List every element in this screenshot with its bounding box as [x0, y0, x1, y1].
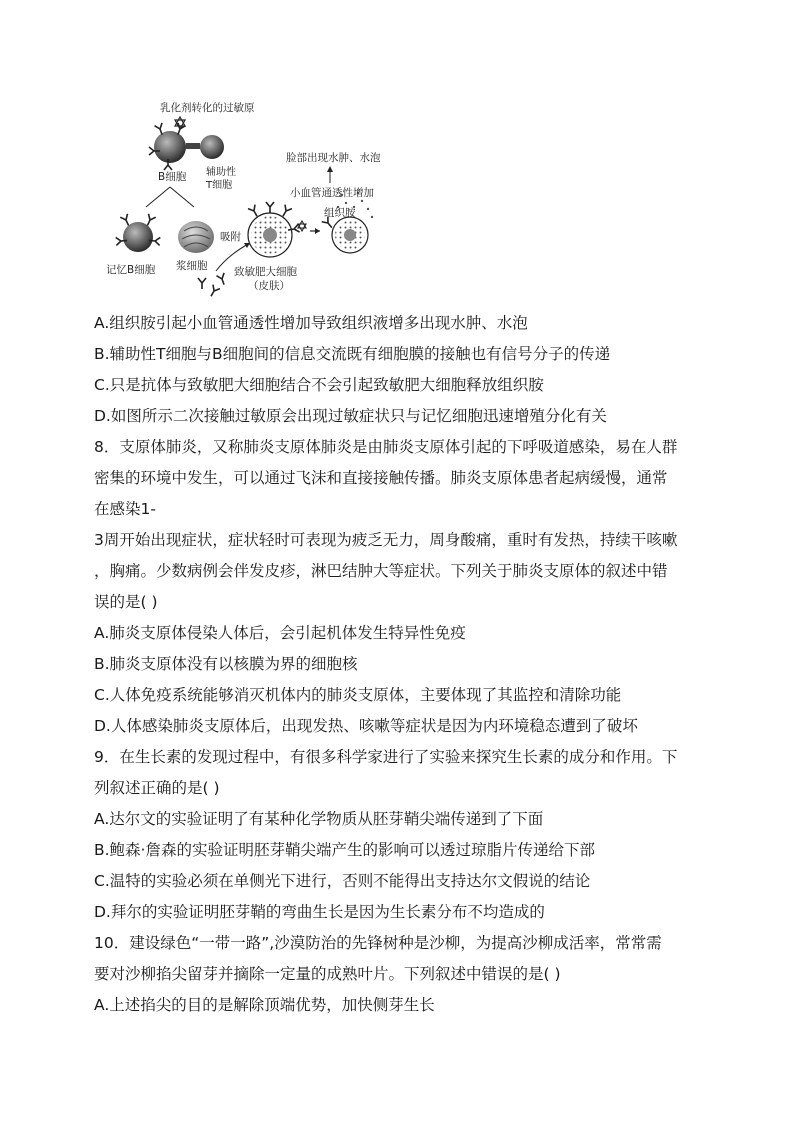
- q10-option-a: A.上述掐尖的目的是解除顶端优势，加快侧芽生长: [94, 996, 435, 1014]
- q8-option-d: D.人体感染肺炎支原体后，出现发热、咳嗽等症状是因为内环境稳态遭到了破坏: [94, 717, 638, 735]
- q9-stem-line-1: 9．在生长素的发现过程中，有很多科学家进行了实验来探究生长素的成分和作用。下: [94, 748, 678, 766]
- q8-stem-line-5: ，胸痛。少数病例会伴发皮疹，淋巴结肿大等症状。下列关于肺炎支原体的叙述中错: [94, 562, 668, 580]
- allergen-icon-2: [298, 221, 306, 231]
- q9-option-d: D.拜尔的实验证明胚芽鞘的弯曲生长是因为生长素分布不均造成的: [94, 903, 545, 921]
- q8-option-c: C.人体免疫系统能够消灭机体内的肺炎支原体，主要体现了其监控和清除功能: [94, 686, 622, 704]
- branch-arrow: [146, 187, 194, 207]
- q8-option-a: A.肺炎支原体侵染人体后，会引起机体发生特异性免疫: [94, 624, 466, 642]
- allergy-mechanism-figure: [98, 95, 428, 305]
- q8-option-b: B.肺炎支原体没有以核膜为界的细胞核: [94, 655, 358, 673]
- q9-option-a: A.达尔文的实验证明了有某种化学物质从胚芽鞘尖端传递到了下面: [94, 810, 544, 828]
- question-text: [94, 308, 698, 1021]
- allergen-label: 乳化剂转化的过敏原: [160, 102, 255, 114]
- q8-stem-line-4: 3周开始出现症状，症状轻时可表现为疲乏无力，周身酸痛，重时有发热，持续干咳嗽: [94, 531, 678, 549]
- q8-stem-line-6: 误的是( ): [94, 593, 158, 611]
- face-label: 脸部出现水肿、水泡: [286, 152, 381, 164]
- q10-stem-line-1: 10．建设绿色“一带一路”,沙漠防治的先锋树种是沙柳，为提高沙柳成活率，常常需: [94, 934, 662, 952]
- b-cell-label: B细胞: [158, 171, 187, 183]
- memory-b-label: 记忆B细胞: [106, 264, 156, 276]
- q8-stem-line-2: 密集的环境中发生，可以通过飞沫和直接接触传播。肺炎支原体患者起病缓慢，通常: [94, 469, 668, 487]
- degranulating-mast-cell: [322, 192, 373, 253]
- free-antibodies: [198, 273, 228, 298]
- plasma-cell: [178, 221, 214, 253]
- memory-b-cell: [116, 214, 161, 252]
- q9-option-b: B.鲍森·詹森的实验证明胚芽鞘尖端产生的影响可以透过琼脂片传递给下部: [94, 841, 595, 859]
- histamine-label: 组织胺: [324, 207, 356, 219]
- q7-option-c: C.只是抗体与致敏肥大细胞结合不会引起致敏肥大细胞释放组织胺: [94, 376, 544, 394]
- permeability-label: 小血管通透性增加: [290, 187, 374, 199]
- q10-stem-line-2: 要对沙柳掐尖留芽并摘除一定量的成熟叶片。下列叙述中错误的是( ): [94, 965, 561, 983]
- q9-stem-line-2: 列叙述正确的是( ): [94, 779, 220, 797]
- q7-option-a: A.组织胺引起小血管通透性增加导致组织液增多出现水肿、水泡: [94, 314, 528, 332]
- skin-label: （皮肤）: [248, 280, 290, 292]
- helper-t-label-2: T细胞: [206, 180, 233, 191]
- adsorb-label: 吸附: [220, 231, 241, 243]
- helper-t-label-1: 辅助性: [206, 167, 236, 178]
- q9-option-c: C.温特的实验必须在单侧光下进行，否则不能得出支持达尔文假说的结论: [94, 872, 591, 890]
- q8-stem-line-3: 在感染1-: [94, 500, 156, 518]
- q7-option-d: D.如图所示二次接触过敏原会出现过敏症状只与记忆细胞迅速增殖分化有关: [94, 407, 607, 425]
- b-cell: [149, 123, 186, 170]
- mast-label: 致敏肥大细胞: [234, 266, 297, 278]
- mhc-link: [186, 143, 200, 149]
- plasma-label: 浆细胞: [176, 260, 208, 272]
- q7-option-b: B.辅助性T细胞与B细胞间的信息交流既有细胞膜的接触也有信号分子的传递: [94, 345, 611, 363]
- mast-cell: [248, 202, 300, 257]
- helper-t-cell: [200, 135, 224, 159]
- q8-stem-line-1: 8．支原体肺炎，又称肺炎支原体肺炎是由肺炎支原体引起的下呼吸道感染，易在人群: [94, 438, 678, 456]
